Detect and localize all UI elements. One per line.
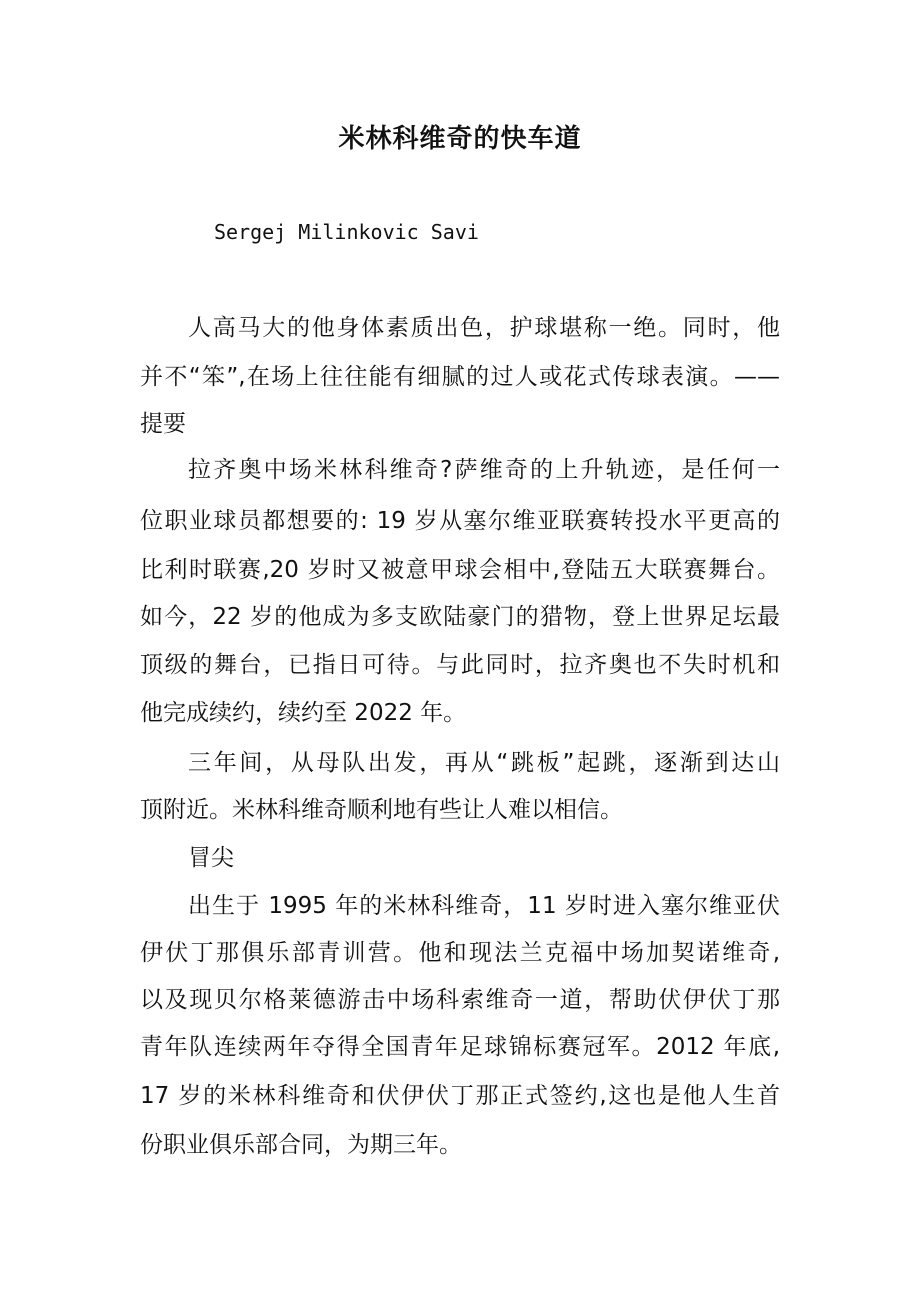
text-line: 出生于 1995 年的米林科维奇，11 岁时进入塞尔维亚伏 xyxy=(188,893,780,919)
text-line: 比利时联赛,20 岁时又被意甲球会相中,登陆五大联赛舞台。 xyxy=(140,557,780,583)
document-subtitle: Sergej Milinkovic Savi xyxy=(214,220,479,244)
text-line: 伊伏丁那俱乐部青训营。他和现法兰克福中场加契诺维奇, xyxy=(140,940,780,966)
text-line: 青年队连续两年夺得全国青年足球锦标赛冠军。2012 年底, xyxy=(140,1034,780,1060)
document-title: 米林科维奇的快车道 xyxy=(338,124,582,154)
text-line: 位职业球员都想要的: 19 岁从塞尔维亚联赛转投水平更高的 xyxy=(140,508,780,534)
text-line: 17 岁的米林科维奇和伏伊伏丁那正式签约,这也是他人生首 xyxy=(140,1083,780,1109)
text-line: 顶级的舞台，已指日可待。与此同时，拉齐奥也不失时机和 xyxy=(140,652,780,678)
text-line: 他完成续约，续约至 2022 年。 xyxy=(140,700,467,726)
text-line: 份职业俱乐部合同，为期三年。 xyxy=(140,1132,462,1158)
text-line: 三年间，从母队出发，再从“跳板”起跳，逐渐到达山 xyxy=(188,750,780,776)
text-line: 顶附近。米林科维奇顺利地有些让人难以相信。 xyxy=(140,797,623,823)
text-line: 并不“笨”,在场上往往能有细腻的过人或花式传球表演。—— xyxy=(140,364,780,390)
text-line: 人高马大的他身体素质出色，护球堪称一绝。同时，他 xyxy=(188,315,780,341)
text-line: 以及现贝尔格莱德游击中场科索维奇一道，帮助伏伊伏丁那 xyxy=(140,987,780,1013)
text-line: 如今，22 岁的他成为多支欧陆豪门的猎物，登上世界足坛最 xyxy=(140,604,780,630)
section-heading-text: 冒尖 xyxy=(188,845,234,871)
text-line: 拉齐奥中场米林科维奇?萨维奇的上升轨迹，是任何一 xyxy=(188,457,780,483)
text-line: 提要 xyxy=(140,411,186,437)
